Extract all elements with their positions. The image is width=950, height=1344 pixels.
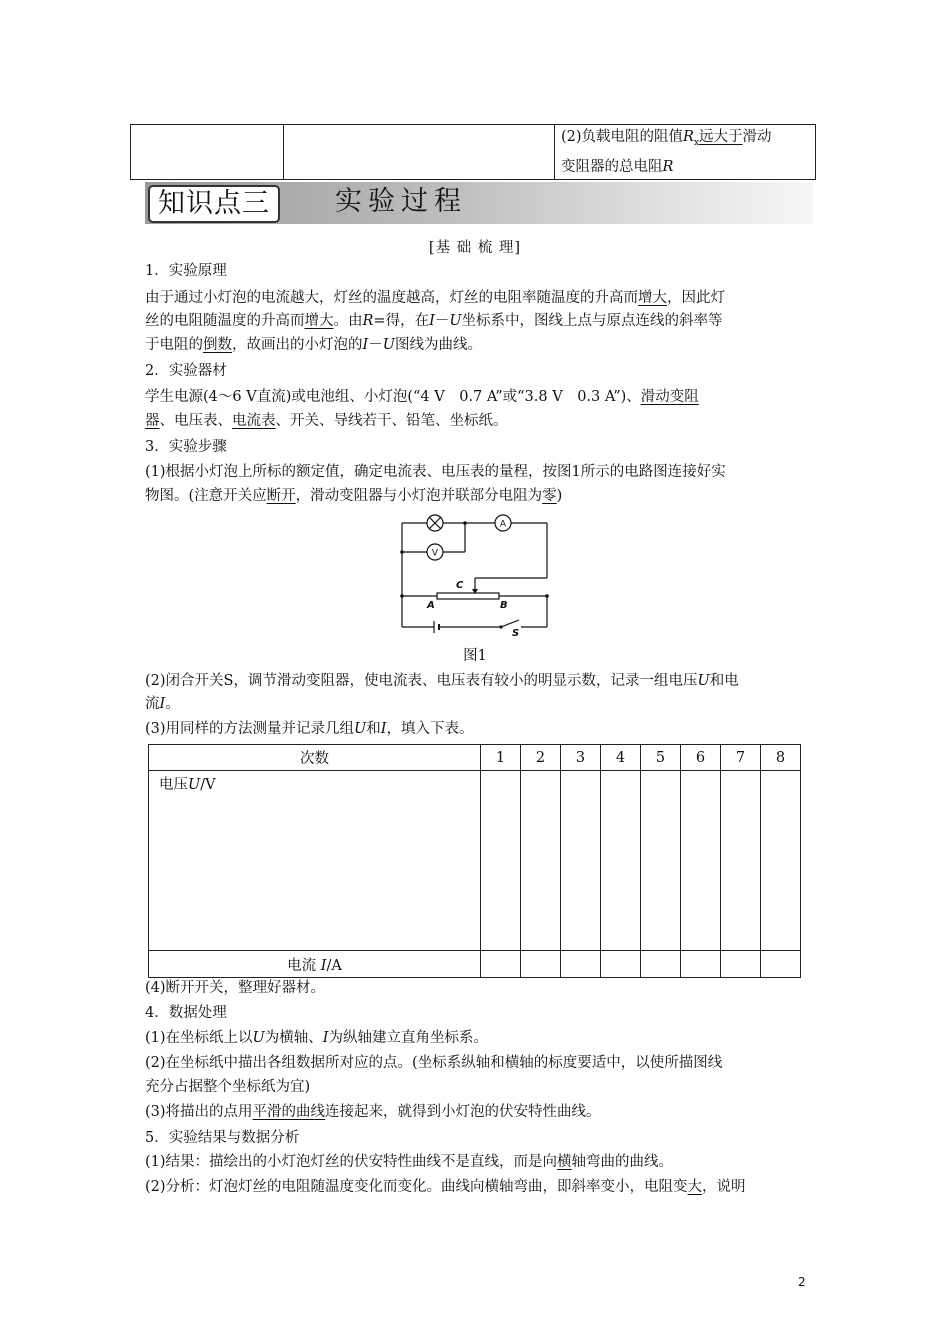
s2-l1-u: 滑动变阻 (640, 389, 699, 405)
top-table-cell-1 (131, 125, 284, 180)
s3-p2-l2 (145, 693, 810, 715)
current-cell (681, 951, 721, 978)
s1-l3-u: 倒数 (203, 337, 232, 353)
s1-l2-I: I (429, 313, 435, 329)
voltage-label-a: 电压 (159, 777, 188, 793)
s3-p3 (145, 718, 810, 740)
s1-l2-c: =得，在 (373, 313, 430, 329)
s1-line1 (145, 287, 810, 309)
current-cell (521, 951, 561, 978)
s3-p1-l2-c: ) (556, 488, 563, 504)
current-label-b: /A (326, 957, 342, 974)
s4-p1-c: 为纵轴建立直角坐标系。 (328, 1030, 489, 1046)
voltage-cell (481, 771, 521, 951)
s3-p1-l1: (1)根据小灯泡上所标的额定值，确定电流表、电压表的量程，按图1所示的电路图连接好实 (145, 464, 726, 480)
voltage-cell (681, 771, 721, 951)
s5-p2-u: 大 (687, 1179, 703, 1195)
current-label (149, 951, 481, 978)
s1-l3-b: ，故画出的小灯泡的 (232, 337, 363, 353)
s1-l2-R: R (362, 313, 374, 329)
s4-p2-l2: 充分占据整个坐标纸为宜) (145, 1079, 311, 1095)
s1-l3-d: 图线为曲线。 (394, 337, 482, 353)
section-banner (145, 182, 813, 224)
table-header-row (149, 745, 801, 771)
s2-heading: 2．实验器材 (145, 363, 227, 379)
s1-l2-u: 增大 (304, 313, 334, 329)
s1-heading: 1．实验原理 (145, 263, 227, 279)
s5-p2 (145, 1176, 810, 1198)
s3-p2-l2-a: 流 (145, 696, 160, 712)
s3-p2-l2-b: 。 (165, 696, 180, 712)
s4-p2-l1: (2)在坐标纸中描出各组数据所对应的点。(坐标系纵轴和横轴的标度要适中，以使所描图线 (145, 1055, 723, 1071)
voltage-cell (641, 771, 681, 951)
label-b: B (500, 600, 508, 611)
s5-p1-u: 横 (557, 1154, 572, 1170)
current-cell (481, 951, 521, 978)
s4-p1-U: U (252, 1030, 265, 1046)
top-line1-pre: (2)负载电阻的阻值 (561, 129, 684, 145)
top-table-cell-3 (555, 125, 816, 180)
top-line1-sub: x (693, 137, 700, 148)
s4-p1 (145, 1027, 810, 1049)
s4-p3 (145, 1101, 810, 1123)
s1-l3-U: U (382, 337, 395, 353)
s4-heading: 4．数据处理 (145, 1005, 227, 1021)
label-a: A (427, 600, 435, 611)
s3-p1-l2 (145, 485, 810, 507)
s3-p3-U: U (354, 721, 367, 737)
s1-l3-a: 于电阻的 (145, 337, 203, 353)
table-row-voltage (149, 771, 801, 951)
s5-p1-a: (1)结果：描绘出的小灯泡灯丝的伏安特性曲线不是直线，而是向 (145, 1154, 558, 1170)
voltage-cell (521, 771, 561, 951)
col-5: 5 (641, 745, 681, 771)
s3-p2-l1 (145, 670, 810, 692)
s4-p1-a: (1)在坐标纸上以 (145, 1030, 253, 1046)
s1-line2 (145, 310, 810, 332)
s3-p1-l2-b: ，滑动变阻器与小灯泡并联部分电阻为 (295, 488, 543, 504)
s1-l3-I: I (362, 337, 369, 353)
top-table-cell-2 (284, 125, 555, 180)
s3-p1-l2-u: 断开 (266, 488, 296, 504)
s4-p3-u: 平滑的曲线 (252, 1104, 326, 1120)
s3-p2-l2-I: I (159, 696, 166, 712)
circuit-diagram (385, 508, 565, 638)
top-line1-post: 滑动 (742, 129, 772, 145)
subheading: [基 础 梳 理] (428, 240, 522, 256)
voltage-label-b: /V (200, 777, 216, 793)
switch-pivot (499, 625, 502, 628)
s4-p3-b: 连接起来，就得到小灯泡的伏安特性曲线。 (325, 1104, 601, 1120)
top-line1-ul: 远大于 (699, 129, 743, 145)
s1-l2-a: 丝的电阻随温度的升高而 (145, 313, 305, 329)
header-label: 次数 (149, 745, 481, 771)
s2-line2 (145, 410, 810, 432)
col-8: 8 (761, 745, 801, 771)
s3-p3-b: 和 (366, 721, 381, 737)
s3-p3-c: ，填入下表。 (386, 721, 474, 737)
voltage-cell (761, 771, 801, 951)
s1-l2-b: 。由 (333, 313, 363, 329)
current-cell (561, 951, 601, 978)
s3-p1-l2-a: 物图。(注意开关应 (145, 488, 267, 504)
s1-l2-U: U (449, 313, 462, 329)
voltage-cell (561, 771, 601, 951)
s3-p2-l1-U: U (697, 673, 710, 689)
col-1: 1 (481, 745, 521, 771)
s2-l2-b: 、开关、导线若干、铅笔、坐标纸。 (275, 413, 508, 429)
s5-heading: 5．实验结果与数据分析 (145, 1130, 300, 1146)
rheostat (437, 593, 499, 599)
data-table (148, 744, 801, 978)
s1-l1-u: 增大 (638, 290, 667, 306)
voltage-label (149, 771, 481, 951)
voltage-label-u: U (188, 777, 201, 793)
s3-p1-l2-u2: 零 (542, 488, 557, 504)
label-c: C (456, 580, 464, 591)
s4-p3-a: (3)将描出的点用 (145, 1104, 253, 1120)
s3-p2-l1-b: 和电 (709, 673, 739, 689)
s5-p2-a: (2)分析：灯泡灯丝的电阻随温度变化而变化。曲线向横轴弯曲，即斜率变小，电阻变 (145, 1179, 688, 1195)
top-table (130, 124, 816, 180)
col-7: 7 (721, 745, 761, 771)
s4-p1-I: I (322, 1030, 329, 1046)
top-line2-r: R (662, 158, 674, 175)
s4-p1-b: 为横轴、 (264, 1030, 323, 1046)
s1-l2-e: 坐标系中，图线上点与原点连线的斜率等 (461, 313, 723, 329)
banner-label: 知识点三 (148, 185, 280, 223)
s1-l1-b: ，因此灯 (667, 290, 725, 306)
top-line1-r: R (683, 129, 694, 145)
label-s: S (512, 628, 520, 638)
s2-l2-u0: 器 (145, 413, 160, 429)
junction-dot-3 (400, 594, 404, 598)
col-4: 4 (601, 745, 641, 771)
s1-l3-c: － (368, 337, 383, 353)
junction-dot-1 (400, 550, 404, 554)
page-number: 2 (798, 1275, 806, 1289)
ammeter-label: A (499, 519, 507, 530)
current-cell (761, 951, 801, 978)
s5-p1-b: 轴弯曲的曲线。 (571, 1154, 674, 1170)
s2-l1-a: 学生电源(4～6 V直流)或电池组、小灯泡(“4 V 0.7 A”或“3.8 V 0.3 A”)、 (145, 389, 641, 405)
current-label-a: 电流 (287, 957, 317, 974)
s1-l2-d: － (434, 313, 450, 329)
table-row-current (149, 951, 801, 978)
s1-l1-a: 由于通过小灯泡的电流越大，灯丝的温度越高，灯丝的电阻率随温度的升高而 (145, 290, 638, 306)
top-line2-pre: 变阻器的总电阻 (561, 158, 663, 175)
s5-p2-b: ，说明 (702, 1179, 746, 1195)
current-cell (601, 951, 641, 978)
col-2: 2 (521, 745, 561, 771)
s3-p3-a: (3)用同样的方法测量并记录几组 (145, 721, 355, 737)
junction-dot-2 (463, 521, 467, 525)
s2-l2-a: 、电压表、 (159, 413, 232, 429)
banner-title: 实验过程 (335, 186, 467, 217)
voltage-cell (721, 771, 761, 951)
s3-p4: (4)断开开关，整理好器材。 (145, 980, 326, 996)
col-6: 6 (681, 745, 721, 771)
s2-line1 (145, 386, 810, 408)
col-3: 3 (561, 745, 601, 771)
s2-l2-u: 电流表 (232, 413, 276, 429)
voltage-cell (601, 771, 641, 951)
s3-p2-l1-a: (2)闭合开关S，调节滑动变阻器，使电流表、电压表有较小的明显示数，记录一组电压 (145, 673, 698, 689)
switch-blade (501, 620, 519, 627)
current-cell (721, 951, 761, 978)
s5-p1 (145, 1151, 810, 1173)
voltmeter-label: V (431, 548, 439, 559)
junction-dot-4 (545, 594, 549, 598)
s1-line3 (145, 334, 810, 356)
current-label-i: I (320, 957, 327, 974)
s3-p3-I: I (380, 721, 387, 737)
current-cell (641, 951, 681, 978)
figure-caption: 图1 (463, 648, 487, 664)
s3-heading: 3．实验步骤 (145, 439, 227, 455)
